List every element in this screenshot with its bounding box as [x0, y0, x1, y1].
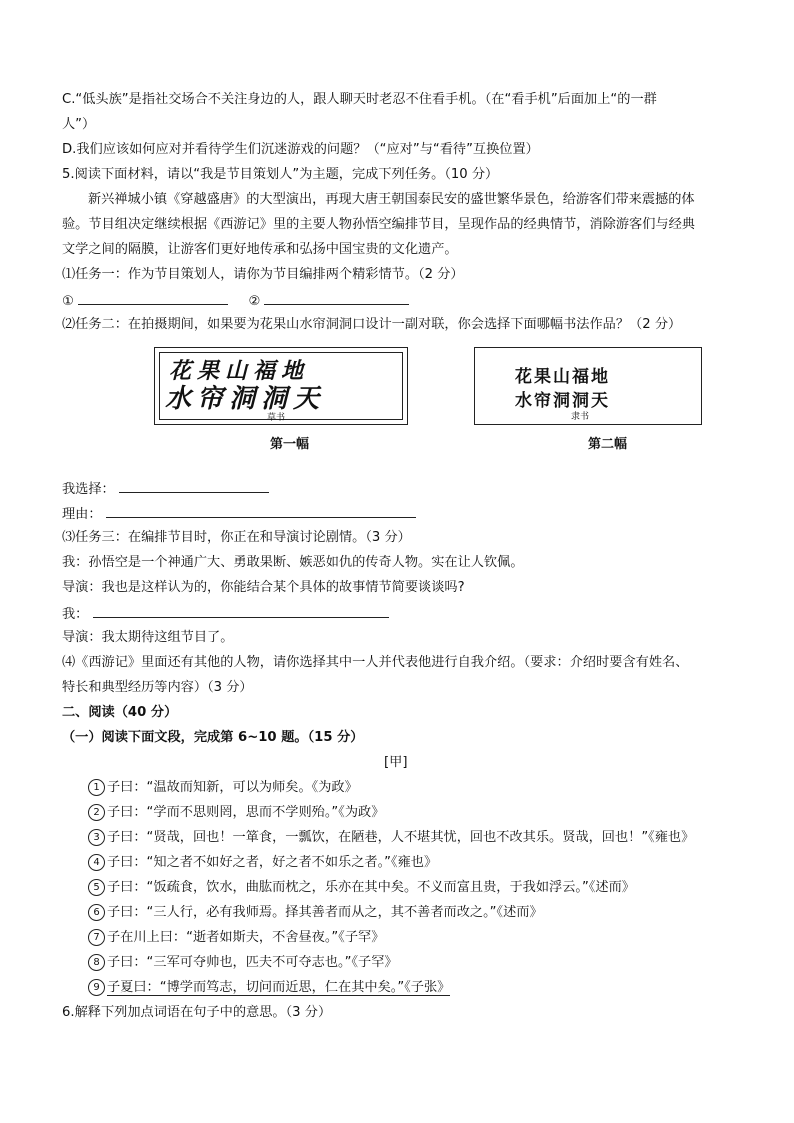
work-1-caption: 第一幅 — [270, 437, 310, 452]
item-number: 9 — [88, 979, 105, 996]
analects-text-underlined: 子夏曰：“博学而笃志，切问而近思，仁在其中矣。”《子张》 — [107, 980, 451, 995]
task-2: ⑵任务二：在拍摄期间，如果要为花果山水帘洞洞口设计一副对联，你会选择下面哪幅书法作品？（2 分） — [62, 317, 682, 332]
calligraphy-work-1 — [154, 347, 408, 425]
dialogue-me-2-answer[interactable] — [93, 603, 389, 618]
work-2-caption: 第二幅 — [588, 437, 628, 452]
reason-label: 理由： — [62, 507, 102, 522]
analects-item-5 — [88, 878, 635, 898]
calligraphy-work-2 — [474, 347, 702, 425]
item-number: 7 — [88, 929, 105, 946]
work-1-style: 草书 — [267, 413, 286, 423]
option-d: D.我们应该如何应对并看待学生们沉迷游戏的问题？（“应对”与“看待”互换位置） — [62, 142, 539, 157]
work-1-line-2: 水帘洞洞天 — [165, 384, 326, 414]
analects-item-8 — [88, 953, 398, 973]
dialogue-director-2: 导演：我太期待这组节目了。 — [62, 630, 234, 645]
blank-1-label: ① — [62, 294, 74, 309]
analects-item-6 — [88, 903, 543, 923]
reason-answer[interactable] — [106, 503, 416, 518]
item-number: 4 — [88, 854, 105, 871]
work-2-line-1: 花果山福地 — [515, 367, 610, 387]
blank-2-answer[interactable] — [264, 290, 409, 305]
item-number: 5 — [88, 879, 105, 896]
analects-item-4 — [88, 853, 437, 873]
work-2-line-2: 水帘洞洞天 — [515, 391, 610, 411]
task-4-line-2: 特长和典型经历等内容）（3 分） — [62, 680, 253, 695]
text-label-jia: [甲] — [384, 755, 408, 770]
question-6: 6.解释下列加点词语在句子中的意思。（3 分） — [62, 1005, 332, 1020]
analects-text: 子曰：“学而不思则罔，思而不学则殆。”《为政》 — [107, 805, 385, 820]
choose-label: 我选择： — [62, 482, 115, 497]
analects-text: 子曰：“温故而知新，可以为师矣。《为政》 — [107, 780, 358, 795]
item-number: 3 — [88, 829, 105, 846]
blank-2-label: ② — [248, 294, 261, 309]
task-1-blanks — [62, 290, 409, 312]
analects-item-2 — [88, 803, 384, 823]
option-c-continued: 人”） — [62, 117, 96, 132]
item-number: 1 — [88, 779, 105, 796]
dialogue-me-1: 我：孙悟空是一个神通广大、勇敢果断、嫉恶如仇的传奇人物。实在让人钦佩。 — [62, 555, 524, 570]
task-4-line-1: ⑷《西游记》里面还有其他的人物，请你选择其中一人并代表他进行自我介绍。（要求：介绍时要含有姓名、 — [62, 655, 689, 670]
choose-answer[interactable] — [119, 478, 269, 493]
dialogue-me-2-label: 我： — [62, 607, 89, 622]
reason-row — [62, 503, 416, 525]
analects-text: 子曰：“三人行，必有我师焉。择其善者而从之，其不善者而改之。”《述而》 — [107, 905, 543, 920]
section-2-heading: 二、阅读（40 分） — [62, 705, 178, 720]
question-5: 5.阅读下面材料，请以“我是节目策划人”为主题，完成下列任务。（10 分） — [62, 167, 499, 182]
choose-row — [62, 478, 269, 500]
analects-item-7 — [88, 928, 384, 948]
item-number: 8 — [88, 954, 105, 971]
item-number: 2 — [88, 804, 105, 821]
analects-item-9 — [88, 978, 450, 998]
analects-item-1 — [88, 778, 358, 798]
dialogue-me-2-row — [62, 603, 389, 625]
analects-text: 子曰：“知之者不如好之者，好之者不如乐之者。”《雍也》 — [107, 855, 438, 870]
blank-1-answer[interactable] — [78, 290, 228, 305]
analects-text: 子曰：“贤哉，回也！一箪食，一瓢饮，在陋巷，人不堪其忧，回也不改其乐。贤哉，回也！”《雍也》 — [107, 830, 695, 845]
dialogue-director-1: 导演：我也是这样认为的，你能结合某个具体的故事情节简要谈谈吗? — [62, 580, 465, 595]
analects-item-3 — [88, 828, 694, 848]
subsection-1-heading: （一）阅读下面文段，完成第 6~10 题。（15 分） — [62, 730, 364, 745]
option-c: C.“低头族”是指社交场合不关注身边的人，跟人聊天时老忍不住看手机。（在“看手机”后面加上“的一群 — [62, 92, 657, 107]
task-3: ⑶任务三：在编排节目时，你正在和导演讨论剧情。（3 分） — [62, 530, 411, 545]
task-1: ⑴任务一：作为节目策划人，请你为节目编排两个精彩情节。（2 分） — [62, 267, 464, 282]
work-2-style: 隶书 — [571, 412, 590, 422]
analects-text: 子曰：“饭疏食，饮水，曲肱而枕之，乐亦在其中矣。不义而富且贵，于我如浮云。”《述而》 — [107, 880, 635, 895]
analects-text: 子在川上曰：“逝者如斯夫，不舍昼夜。”《子罕》 — [107, 930, 385, 945]
material-line-1: 新兴禅城小镇《穿越盛唐》的大型演出，再现大唐王朝国泰民安的盛世繁华景色，给游客们带来震撼的体 — [88, 192, 695, 207]
item-number: 6 — [88, 904, 105, 921]
work-1-line-1: 花果山福地 — [169, 358, 310, 384]
analects-text: 子曰：“三军可夺帅也，匹夫不可夺志也。”《子罕》 — [107, 955, 398, 970]
material-line-3: 文学之间的隔膜，让游客们更好地传承和弘扬中国宝贵的文化遗产。 — [62, 242, 458, 257]
material-line-2: 验。节目组决定继续根据《西游记》里的主要人物孙悟空编排节目，呈现作品的经典情节，消除游客们与经典 — [62, 217, 695, 232]
